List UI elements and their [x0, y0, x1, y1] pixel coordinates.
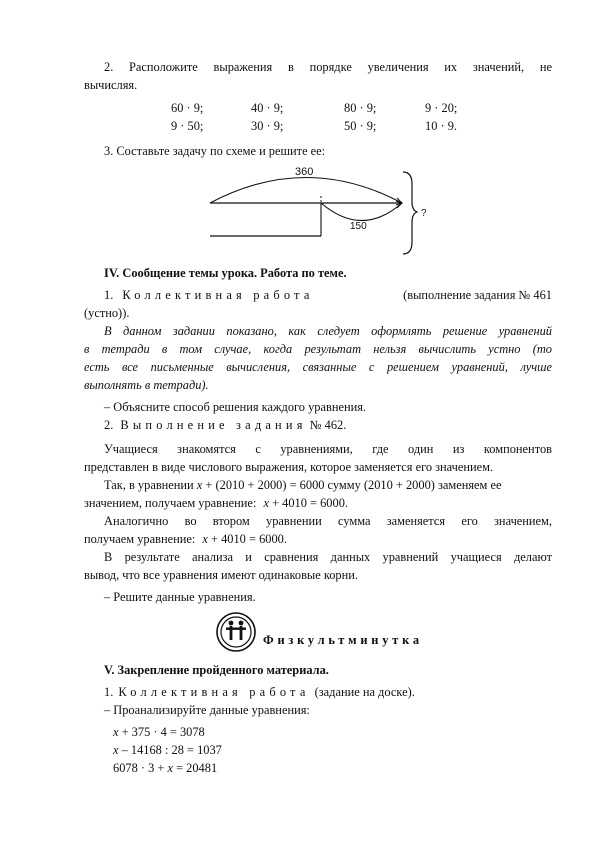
solve-line: – Решите данные уравнения.	[104, 590, 256, 604]
equation: x + 375 · 4 = 3078	[113, 725, 205, 739]
expression: 10 · 9.	[425, 119, 458, 133]
expression: 80 · 9;	[344, 101, 377, 115]
total-label: 360	[295, 166, 314, 178]
variable-x: x	[202, 532, 208, 546]
item-number: 1.	[104, 288, 114, 302]
fizminutka-label: Физкультминутка	[263, 633, 423, 647]
variable-x: x	[167, 761, 173, 775]
spaced-heading: Выполнение задания	[120, 418, 307, 432]
spaced-heading: Коллективная работа	[122, 288, 314, 302]
item1-suffix: (задание на доске).	[314, 685, 415, 699]
item-number: 2.	[104, 418, 114, 432]
expression: 30 · 9;	[251, 119, 284, 133]
equation: x – 14168 : 28 = 1037	[113, 743, 222, 757]
expression: 60 · 9;	[171, 101, 204, 115]
task-number: № 462.	[309, 418, 347, 432]
item-number: 1.	[104, 685, 114, 699]
section4-item2	[104, 417, 346, 435]
total-arc	[210, 178, 402, 204]
curly-brace	[403, 172, 417, 254]
p2-line1: Так, в уравнении x + (2010 + 2000) = 6000 сумму (2010 + 2000) заменяем ее	[104, 478, 502, 492]
p1-line1: Учащиеся знакомятся с уравнениями, где один из компонентов	[104, 442, 552, 456]
segment-scheme-diagram	[200, 160, 440, 256]
italic-line: в тетради в том случае, когда результат нельзя вычислить устно (то	[84, 342, 552, 356]
section4-item1-line2: (устно)).	[84, 306, 130, 320]
p1-line2: представлен в виде числового выражения, которое заменяется его значением.	[84, 460, 494, 474]
spaced-heading: Коллективная работа	[118, 685, 310, 699]
equation: 6078 · 3 + x = 20481	[113, 761, 218, 775]
task2-line2: вычисляя.	[84, 78, 138, 92]
variable-x: x	[113, 743, 119, 757]
task2-line1: 2. Расположите выражения в порядке увеличения их значений, не	[104, 60, 552, 74]
section5-item1	[104, 684, 415, 702]
section4-item1-line1	[104, 287, 552, 305]
p4-line2: вывод, что все уравнения имеют одинаковые корни.	[84, 568, 358, 582]
question-mark: ?	[421, 208, 427, 219]
p3-line2: получаем уравнение: x + 4010 = 6000.	[84, 532, 287, 546]
expression: 40 · 9;	[251, 101, 284, 115]
part-arc	[321, 203, 402, 221]
item1-suffix: (выполнение задания № 461	[403, 288, 552, 302]
italic-line: выполнять в тетради).	[84, 378, 209, 392]
part-label: 150	[350, 221, 367, 232]
p4-line1: В результате анализа и сравнения данных уравнений учащиеся делают	[104, 550, 552, 564]
expression: 50 · 9;	[344, 119, 377, 133]
italic-line: В данном задании показано, как следует оформлять решение уравнений	[104, 324, 552, 338]
exercise-people-icon	[215, 611, 257, 653]
section4-heading: IV. Сообщение темы урока. Работа по теме.	[104, 266, 347, 280]
expression: 9 · 20;	[425, 101, 458, 115]
variable-x: x	[196, 478, 203, 492]
expression: 9 · 50;	[171, 119, 204, 133]
explain-line: – Объясните способ решения каждого уравнения.	[104, 400, 367, 414]
variable-x: x	[263, 496, 269, 510]
analyze-line: – Проанализируйте данные уравнения:	[104, 703, 310, 717]
section5-heading: V. Закрепление пройденного материала.	[104, 663, 329, 677]
italic-line: есть все письменные вычисления, связанные с решением уравнений, лучше	[84, 360, 552, 374]
task3-line: 3. Составьте задачу по схеме и решите ее:	[104, 144, 326, 158]
p3-line1: Аналогично во втором уравнении сумма заменяется его значением,	[104, 514, 552, 528]
p2-line2: значением, получаем уравнение: x + 4010 = 6000.	[84, 496, 348, 510]
variable-x: x	[113, 725, 119, 739]
